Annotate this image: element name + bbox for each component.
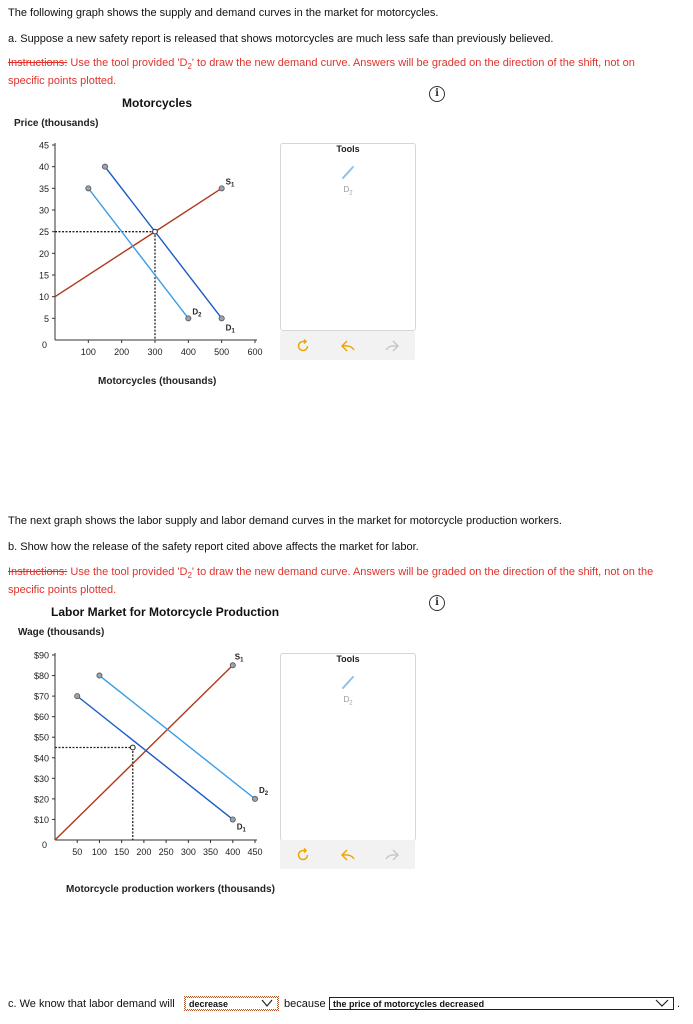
labor-demand-select-value: decrease xyxy=(189,999,229,1009)
curve-label-d2: $D_2$ xyxy=(192,307,202,319)
chart1-ylabel: Price (thousands) xyxy=(14,118,99,129)
y-tick-label: $40 xyxy=(33,753,49,764)
curve-endpoint xyxy=(186,316,191,321)
x-tick-label: 100 xyxy=(91,847,107,857)
part-a-text: a. Suppose a new safety report is released that shows motorcycles are much less safe than previously believed. xyxy=(8,33,554,45)
info-icon[interactable]: i xyxy=(429,86,445,102)
labor-demand-select[interactable] xyxy=(185,997,278,1010)
redo-icon[interactable] xyxy=(384,338,400,354)
curve-label-s1: $S_1$ xyxy=(225,177,235,189)
chevron-down-icon xyxy=(655,998,669,1008)
chevron-down-icon xyxy=(261,998,273,1008)
curve-label-d1: $D_1$ xyxy=(236,822,246,834)
tools-panel-1 xyxy=(280,143,416,331)
y-tick-label: $20 xyxy=(33,794,49,805)
y-tick-label: 40 xyxy=(38,162,49,173)
x-tick-label: 150 xyxy=(114,847,130,857)
x-tick-label: 450 xyxy=(247,847,263,857)
instructions-a: Instructions: Use the tool provided '$D_2$' to draw the new demand curve. Answers will be graded on the direction of the shift, not on specific points plotted. xyxy=(8,57,635,88)
y-tick-label: 20 xyxy=(38,248,49,259)
chart2-title: Labor Market for Motorcycle Production xyxy=(51,605,280,619)
curve-endpoint xyxy=(75,694,80,699)
instructions-label: Instructions: xyxy=(8,57,68,69)
curve-d2 xyxy=(88,188,188,318)
instructions-label: Instructions: xyxy=(8,566,68,578)
chart1-xlabel: Motorcycles (thousands) xyxy=(98,376,217,387)
reason-select-value: the price of motorcycles decreased xyxy=(333,999,485,1009)
y-tick-label: $50 xyxy=(33,732,49,743)
labor-market-chart[interactable] xyxy=(0,640,280,880)
undo-icon[interactable] xyxy=(340,338,356,354)
y-tick-label: 45 xyxy=(38,140,49,151)
curve-endpoint xyxy=(219,186,224,191)
chart2-ylabel: Wage (thousands) xyxy=(18,627,105,638)
y-tick-label: 5 xyxy=(43,313,49,324)
curve-endpoint xyxy=(230,817,235,822)
equilibrium-point xyxy=(153,229,158,234)
curve-s1 xyxy=(55,665,233,840)
part-c-suffix: . xyxy=(677,998,681,1010)
toolbar-2 xyxy=(280,840,415,869)
curve-label-d1: $D_1$ xyxy=(225,323,235,335)
d2-tool[interactable]: $D_2$ xyxy=(281,164,415,197)
part-b-text: b. Show how the release of the safety report cited above affects the market for labor. xyxy=(8,541,419,553)
tool-name: D xyxy=(343,695,350,704)
x-tick-label: 300 xyxy=(147,347,163,357)
x-tick-label: 600 xyxy=(247,347,263,357)
curve-d1 xyxy=(105,167,222,319)
next-graph-text: The next graph shows the labor supply and labor demand curves in the market for motorcycle production workers. xyxy=(8,515,562,527)
x-tick-label: 200 xyxy=(114,347,130,357)
y-tick-label: 15 xyxy=(38,270,49,281)
x-tick-label: 50 xyxy=(72,847,83,857)
motorcycle-market-chart[interactable] xyxy=(0,130,280,370)
curve-s1 xyxy=(55,188,222,296)
x-tick-label: 400 xyxy=(225,847,241,857)
toolbar-1 xyxy=(280,331,415,360)
origin-label: 0 xyxy=(41,840,47,850)
y-tick-label: $30 xyxy=(33,773,49,784)
y-tick-label: $10 xyxy=(33,814,49,825)
curve-endpoint xyxy=(252,796,257,801)
reset-icon[interactable] xyxy=(295,847,311,863)
y-tick-label: 35 xyxy=(38,183,49,194)
x-tick-label: 300 xyxy=(180,847,196,857)
intro-text: The following graph shows the supply and demand curves in the market for motorcycles. xyxy=(8,7,439,19)
d2-tool[interactable]: $D_2$ xyxy=(281,674,415,707)
tools-label: Tools xyxy=(336,654,360,664)
x-tick-label: 100 xyxy=(80,347,96,357)
tools-label: Tools xyxy=(336,144,360,154)
x-tick-label: 250 xyxy=(158,847,174,857)
info-icon[interactable]: i xyxy=(429,595,445,611)
x-tick-label: 500 xyxy=(214,347,230,357)
curve-label-d2: $D_2$ xyxy=(259,785,269,797)
x-tick-label: 200 xyxy=(136,847,152,857)
part-c-middle: because xyxy=(284,998,326,1010)
reset-icon[interactable] xyxy=(295,338,311,354)
curve-endpoint xyxy=(219,316,224,321)
redo-icon[interactable] xyxy=(384,847,400,863)
curve-endpoint xyxy=(97,673,102,678)
origin-label: 0 xyxy=(41,340,47,350)
y-tick-label: 25 xyxy=(38,227,49,238)
curve-endpoint xyxy=(102,164,107,169)
pen-icon xyxy=(340,164,356,180)
chart1-title: Motorcycles xyxy=(122,96,193,110)
curve-d1 xyxy=(77,696,233,819)
curve-label-s1: $S_1$ xyxy=(234,652,244,664)
curve-endpoint xyxy=(86,186,91,191)
reason-select[interactable] xyxy=(329,997,674,1010)
y-tick-label: $80 xyxy=(33,671,49,682)
x-tick-label: 350 xyxy=(203,847,219,857)
y-tick-label: 30 xyxy=(38,205,49,216)
tools-panel-2 xyxy=(280,653,416,841)
y-tick-label: 10 xyxy=(38,292,49,303)
curve-endpoint xyxy=(230,663,235,668)
pen-icon xyxy=(340,674,356,690)
part-c-prefix: c. We know that labor demand will xyxy=(8,998,175,1010)
chart2-xlabel: Motorcycle production workers (thousands) xyxy=(66,884,275,895)
tool-name: D xyxy=(343,185,350,194)
y-tick-label: $90 xyxy=(33,650,49,661)
y-tick-label: $70 xyxy=(33,691,49,702)
undo-icon[interactable] xyxy=(340,847,356,863)
y-tick-label: $60 xyxy=(33,712,49,723)
curve-d2 xyxy=(99,676,255,799)
instructions-b: Instructions: Use the tool provided '$D_2$' to draw the new demand curve. Answers will be graded on the direction of the shift, not on the specific points plotted. xyxy=(8,566,654,597)
equilibrium-point xyxy=(130,745,135,750)
x-tick-label: 400 xyxy=(180,347,196,357)
